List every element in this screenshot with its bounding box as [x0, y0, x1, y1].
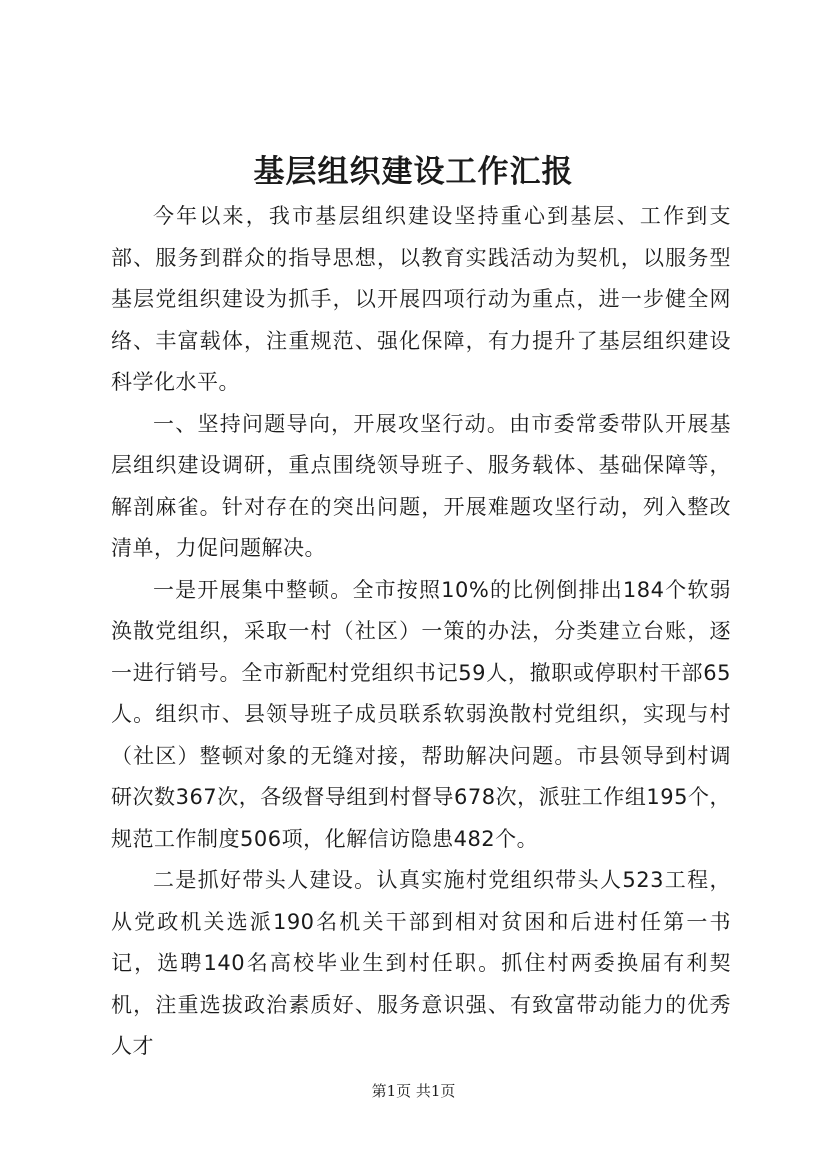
paragraph-section-one: 一、坚持问题导向，开展攻坚行动。由市委常委带队开展基层组织建设调研，重点围绕领导班子、服务载体、基础保障等，解剖麻雀。针对存在的突出问题，开展难题攻坚行动，列入整改清单，力促问题解决。 — [111, 411, 731, 560]
paragraph-rectification: 一是开展集中整顿。全市按照10%的比例倒排出184个软弱涣散党组织，采取一村（社区）一策的办法，分类建立台账，逐一进行销号。全市新配村党组织书记59人，撤职或停职村干部65人。组织市、县领导班子成员联系软弱涣散村党组织，实现与村（社区）整顿对象的无缝对接，帮助解决问题。市县领导到村调研次数367次，各级督导组到村督导678次，派驻工作组195个，规范工作制度506项，化解信访隐患482个。 — [111, 577, 731, 851]
document-title: 基层组织建设工作汇报 — [253, 154, 574, 190]
document-body — [111, 196, 731, 1068]
paragraph-intro: 今年以来，我市基层组织建设坚持重心到基层、工作到支部、服务到群众的指导思想，以教育实践活动为契机，以服务型基层党组织建设为抓手，以开展四项行动为重点，进一步健全网络、丰富载体，注重规范、强化保障，有力提升了基层组织建设科学化水平。 — [111, 204, 731, 394]
page-footer: 第1页 共1页 — [371, 1082, 456, 1100]
paragraph-leader-building: 二是抓好带头人建设。认真实施村党组织带头人523工程，从党政机关选派190名机关干部到相对贫困和后进村任第一书记，选聘140名高校毕业生到村任职。抓住村两委换届有利契机，注重选拔政治素质好、服务意识强、有致富带动能力的优秀人才 — [111, 868, 731, 1058]
